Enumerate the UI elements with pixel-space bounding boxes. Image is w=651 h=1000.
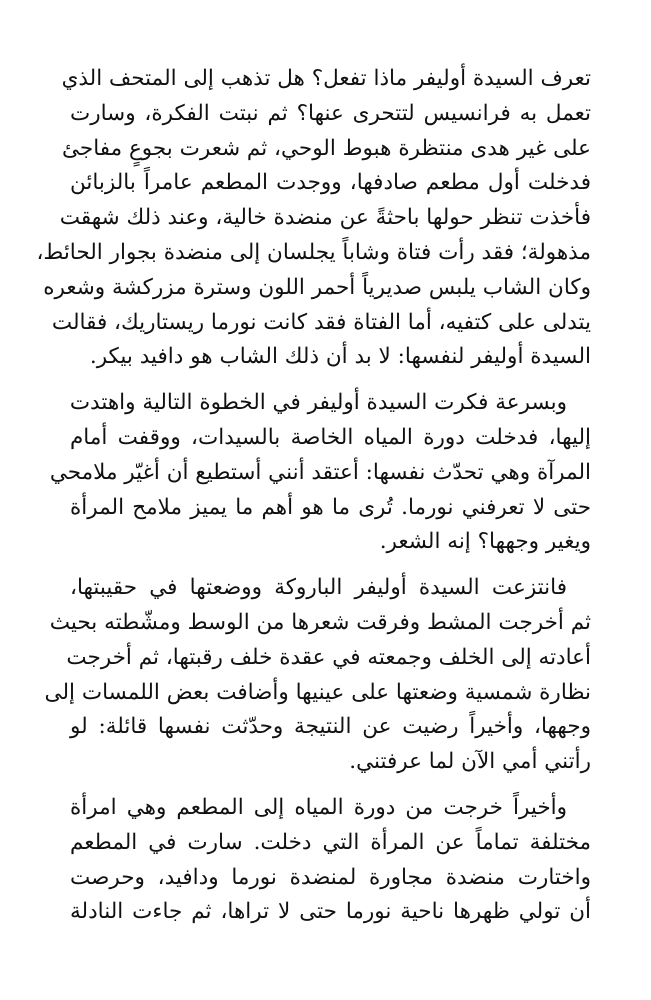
text-line: فدخلت أول مطعم صادفها، ووجدت المطعم عامراً بالزبائن — [70, 170, 591, 196]
text-line: تعرف السيدة أوليفر ماذا تفعل؟ هل تذهب إلى المتحف الذي — [61, 66, 591, 91]
text-line: إليها، فدخلت دورة المياه الخاصة بالسيدات، ووقفت أمام — [70, 424, 591, 450]
text-line: فأخذت تنظر حولها باحثةً عن منضدة خالية، وعند ذلك شهقت — [59, 205, 591, 231]
text-line: مختلفة تماماً عن المرأة التي دخلت. سارت في المطعم — [70, 829, 591, 855]
text-line: ثم أخرجت المشط وفرقت شعرها من الوسط ومشّطته بحيث — [49, 609, 591, 635]
text-line: تعمل به فرانسيس لتتحرى عنها؟ ثم نبتت الفكرة، وسارت — [70, 100, 591, 126]
text-line: أعادته إلى الخلف وجمعته في عقدة خلف رقبتها، ثم أخرجت — [66, 644, 591, 670]
paragraph-1 — [36, 62, 591, 375]
paragraph-2 — [49, 386, 591, 560]
text-line: وأخيراً خرجت من دورة المياه إلى المطعم وهي امرأة — [70, 794, 567, 820]
paragraph-4 — [70, 791, 591, 930]
text-line: وجهها، وأخيراً رضيت عن النتيجة وحدّثت نفسها قائلة: لو — [70, 714, 591, 740]
text-line: وبسرعة فكرت السيدة أوليفر في الخطوة التالية واهتدت — [69, 390, 567, 416]
text-line: أن تولي ظهرها ناحية نورما حتى لا تراها، ثم جاءت النادلة — [70, 899, 591, 925]
text-line: واختارت منضدة مجاورة لمنضدة نورما ودافيد، وحرصت — [70, 864, 591, 890]
text-line: مذهولة؛ فقد رأت فتاة وشاباً يجلسان إلى منضدة بجوار الحائط، — [36, 239, 591, 265]
text-line: يتدلى على كتفيه، أما الفتاة فقد كانت نورما ريستاريك، فقالت — [51, 309, 591, 335]
text-line: فانتزعت السيدة أوليفر الباروكة ووضعتها في حقيبتها، — [70, 575, 567, 601]
text-line: رأتني أمي الآن لما عرفتني. — [349, 749, 591, 775]
text-line: وكان الشاب يلبس صديرياً أحمر اللون وسترة مزركشة وشعره — [43, 274, 591, 300]
body-text — [36, 62, 591, 930]
text-line: السيدة أوليفر لنفسها: لا بد أن ذلك الشاب هو دافيد بيكر. — [89, 344, 591, 370]
text-line: على غير هدى منتظرة هبوط الوحي، ثم شعرت بجوعٍ مفاجئ — [61, 135, 591, 161]
text-line: ويغير وجهها؟ إنه الشعر. — [379, 529, 591, 555]
text-line: حتى لا تعرفني نورما. تُرى ما هو أهم ما يميز ملامح المرأة — [70, 494, 591, 520]
paragraph-3 — [44, 571, 591, 780]
text-line: المرآة وهي تحدّث نفسها: أعتقد أنني أستطيع أن أغيّر ملامحي — [49, 459, 591, 485]
text-line: نظارة شمسية وضعتها على عينيها وأضافت بعض اللمسات إلى — [44, 679, 591, 705]
